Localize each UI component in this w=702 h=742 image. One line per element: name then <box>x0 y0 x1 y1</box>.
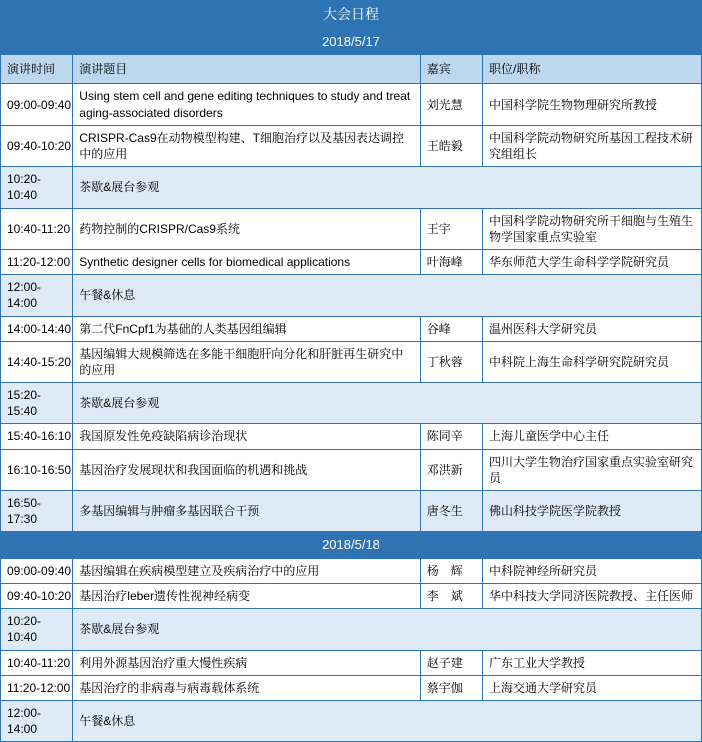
session-title: 中国科学院动物研究所干细胞与生殖生物学国家重点实验室 <box>483 208 702 249</box>
session-guest: 刘光慧 <box>420 84 482 125</box>
session-time: 09:00-09:40 <box>1 84 73 125</box>
session-time: 09:40-10:20 <box>1 584 73 609</box>
session-time: 16:50-17:30 <box>1 491 73 532</box>
break-label: 午餐&休息 <box>73 275 702 316</box>
session-title: 佛山科技学院医学院教授 <box>483 491 702 532</box>
session-title: 上海交通大学研究员 <box>483 675 702 700</box>
session-topic: 第二代FnCpf1为基础的人类基因组编辑 <box>73 316 420 341</box>
session-guest: 丁秋蓉 <box>420 341 482 382</box>
session-topic: 基因编辑在疾病模型建立及疾病治疗中的应用 <box>73 558 420 583</box>
session-title: 华东师范大学生命科学学院研究员 <box>483 249 702 274</box>
table-row <box>1 208 702 249</box>
break-time: 12:00-14:00 <box>1 275 73 316</box>
break-label: 茶歇&展台参观 <box>73 609 702 650</box>
session-title: 四川大学生物治疗国家重点实验室研究员 <box>483 449 702 490</box>
session-guest: 李 斌 <box>420 584 482 609</box>
session-time: 09:00-09:40 <box>1 558 73 583</box>
session-guest: 王皓毅 <box>420 125 482 166</box>
session-guest: 邓洪新 <box>420 449 482 490</box>
table-row <box>1 424 702 449</box>
column-header-row <box>1 55 702 84</box>
session-time: 11:20-12:00 <box>1 675 73 700</box>
session-topic: 药物控制的CRISPR/Cas9系统 <box>73 208 420 249</box>
session-guest: 谷峰 <box>420 316 482 341</box>
session-topic: 利用外源基因治疗重大慢性疾病 <box>73 650 420 675</box>
table-row <box>1 675 702 700</box>
table-row <box>1 84 702 125</box>
break-label: 茶歇&展台参观 <box>73 383 702 424</box>
table-row-break <box>1 275 702 316</box>
table-row <box>1 249 702 274</box>
column-header-time: 演讲时间 <box>1 55 73 84</box>
session-time: 11:20-12:00 <box>1 249 73 274</box>
session-guest: 蔡宇伽 <box>420 675 482 700</box>
session-topic: 我国原发性免疫缺陷病诊治现状 <box>73 424 420 449</box>
session-topic: 基因编辑大规模筛选在多能干细胞肝向分化和肝脏再生研究中的应用 <box>73 341 420 382</box>
session-topic: 基因治疗leber遗传性视神经病变 <box>73 584 420 609</box>
table-row <box>1 584 702 609</box>
session-guest: 唐冬生 <box>420 491 482 532</box>
table-row-break <box>1 609 702 650</box>
table-row <box>1 558 702 583</box>
schedule-body <box>1 1 702 742</box>
session-time: 09:40-10:20 <box>1 125 73 166</box>
date-row-day1 <box>1 28 702 55</box>
session-guest: 叶海峰 <box>420 249 482 274</box>
session-title: 中国科学院动物研究所基因工程技术研究组组长 <box>483 125 702 166</box>
session-guest: 杨 辉 <box>420 558 482 583</box>
break-time: 10:20-10:40 <box>1 167 73 208</box>
session-topic: 多基因编辑与肿瘤多基因联合干预 <box>73 491 420 532</box>
break-time: 15:20-15:40 <box>1 383 73 424</box>
session-guest: 赵子建 <box>420 650 482 675</box>
session-time: 10:40-11:20 <box>1 650 73 675</box>
session-title: 中科院神经所研究员 <box>483 558 702 583</box>
table-row <box>1 449 702 490</box>
session-time: 14:00-14:40 <box>1 316 73 341</box>
date-row-day2 <box>1 532 702 559</box>
date-label-day1: 2018/5/17 <box>1 28 702 55</box>
table-row <box>1 125 702 166</box>
session-time: 16:10-16:50 <box>1 449 73 490</box>
session-topic: CRISPR-Cas9在动物模型构建、T细胞治疗以及基因表达调控中的应用 <box>73 125 420 166</box>
session-topic: Using stem cell and gene editing techniques to study and treat aging-associated disorders <box>73 84 420 125</box>
column-header-guest: 嘉宾 <box>420 55 482 84</box>
table-row <box>1 650 702 675</box>
session-title: 上海儿童医学中心主任 <box>483 424 702 449</box>
table-row-break <box>1 701 702 742</box>
session-title: 温州医科大学研究员 <box>483 316 702 341</box>
table-row-break <box>1 383 702 424</box>
page-title: 大会日程 <box>1 1 702 29</box>
session-topic: Synthetic designer cells for biomedical applications <box>73 249 420 274</box>
column-header-title: 职位/职称 <box>483 55 702 84</box>
break-label: 茶歇&展台参观 <box>73 167 702 208</box>
schedule-title-row <box>1 1 702 29</box>
column-header-topic: 演讲题目 <box>73 55 420 84</box>
session-topic: 基因治疗的非病毒与病毒载体系统 <box>73 675 420 700</box>
session-time: 10:40-11:20 <box>1 208 73 249</box>
session-guest: 陈同辛 <box>420 424 482 449</box>
table-row <box>1 341 702 382</box>
break-time: 10:20-10:40 <box>1 609 73 650</box>
table-row <box>1 316 702 341</box>
session-topic: 基因治疗发展现状和我国面临的机遇和挑战 <box>73 449 420 490</box>
session-title: 中国科学院生物物理研究所教授 <box>483 84 702 125</box>
session-time: 15:40-16:10 <box>1 424 73 449</box>
session-title: 中科院上海生命科学研究院研究员 <box>483 341 702 382</box>
session-time: 14:40-15:20 <box>1 341 73 382</box>
session-title: 广东工业大学教授 <box>483 650 702 675</box>
break-label: 午餐&休息 <box>73 701 702 742</box>
date-label-day2: 2018/5/18 <box>1 532 702 559</box>
table-row <box>1 491 702 532</box>
table-row-break <box>1 167 702 208</box>
session-title: 华中科技大学同济医院教授、主任医师 <box>483 584 702 609</box>
break-time: 12:00-14:00 <box>1 701 73 742</box>
session-guest: 王宇 <box>420 208 482 249</box>
